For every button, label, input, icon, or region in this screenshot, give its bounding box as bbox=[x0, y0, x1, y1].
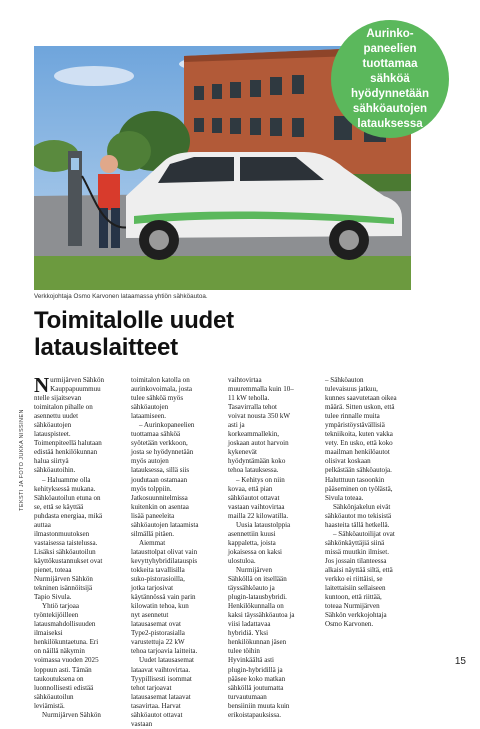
paragraph: Uudet latausasemat lataavat vaihtovirtaa. Tyypillisesti isommat tehot tarjoavat latausasemat lataavat tasavirtaa. Harvat sähköautot ottavat vastaan bbox=[131, 656, 194, 728]
paragraph: Sähkönjakelun eivät sähköautot mo tekisistä haasteita tällä hetkellä. bbox=[325, 502, 392, 529]
paragraph: – Haluamme olla kehityksessä mukana. Sähköautoilun etuna on se, että se käyttää puhdasta energiaa, mikä auttaa ilmastonmuutoksen vastaisessa taistelussa. Lisäksi sähköautoilun käyttökustannukset ovat pienet, toteaa Nurmijärven Sähkön tekninen isännöitsijä Tapio Sivula. bbox=[34, 475, 103, 602]
byline bbox=[16, 376, 28, 544]
article-column-1 bbox=[34, 373, 104, 720]
quote-badge bbox=[331, 20, 449, 138]
paragraph: toimitalon katolla on aurinkovoimala, josta tulee sähköä myös sähköautojen lataamiseen. bbox=[131, 376, 193, 421]
paragraph: – Sähköauton tulevaisuus jatkuu, kunnes saavutetaan oikea määrä. Sitten uskon, että tulee rinnalle muita ympäristöystävällisiä tekniikoita, kuten vakka vety. En usko, että koko maailman henkilöautot olisivat koskaan pelkästään sähköautoja. Halutttuun tasoonkin pääseminen on työlästä, Sivula toteaa. bbox=[325, 376, 397, 502]
paragraph: Nurmijärven Sähkön bbox=[42, 710, 101, 719]
paragraph: Yhtiö tarjoaa työntekijöilleen latausmahdollisuuden ilmaiseksi henkilökuntaetuna. Eri on näillä näkymin voimassa vuoden 2025 loppuun asti. Tämän taukoutuksena on luonnollisesti edistää sähköautoilun leviämistä. bbox=[34, 602, 99, 710]
paragraph: Aiemmat latausttolpat olivat vain kevyttyhybridilatauspistokkeita tavallisilla suko-pistorasioilla, jotka tarjosivat käytännössä vain parin kilowatin tehoa, kun nyt asennetut latausasemat ovat Type2-pistorasialla varustettuja 22 kW tehoa tarjoavia laitteita. bbox=[131, 538, 198, 656]
article-column-2 bbox=[131, 376, 199, 729]
paragraph: – Kehitys on niin kovaa, että pian sähköautot ottavat vastaan vaihtovirtaa mailla 22 kilowatilla. bbox=[228, 475, 289, 520]
photo-caption: Verkkojohtaja Osmo Karvonen lataamassa yhtiön sähköautoa. bbox=[34, 293, 208, 300]
article-title: Toimitalolle uudet latauslaitteet bbox=[34, 307, 234, 361]
paragraph: Nurmijärven Sähköllä on itsellään täyssähköauto ja plugin-latausbybridi. Henkilökunnalla on kaksi täyssähköautoa ja viisi ladattavaa hybridiä. Yksi henkilökunnan jäsen tulee töihin Hyvinkäältä asti plugin-hybridillä ja pääsee koko matkan sähköllä joutumatta turvautumaan bensiiniin muuta kuin erikoistapauksissa. bbox=[228, 565, 295, 719]
drop-cap: N bbox=[34, 373, 50, 397]
badge-text: Aurinko-paneelien tuottamaa sähköä hyödynnetään sähköautojen latauksessa bbox=[351, 27, 429, 130]
paragraph: Nurmijärven Sähkön Kauppapuummuuntelle sijaitsevan toimitalon pihalle on asennettu uudet sähköautojen latauspisteet. Toimenpiteellä halutaan edistää henkilökunnan halua siirtyä sähköautoihin. bbox=[34, 373, 104, 475]
paragraph: Uusia lataustolppia asennettiin kuusi kappaletta, joista jokaisessa on kaksi ulostuloa. bbox=[228, 520, 291, 565]
paragraph: vaihtovirtaa muuremmalla kuin 10–11 kW teholla. Tasavirralla tehot voivat nousta 350 kW asti ja korkeammallekin, joskaan autot harvoin kykenevät hyödyntämään koko tehoa latauksessa. bbox=[228, 376, 294, 475]
page-number: 15 bbox=[454, 656, 466, 667]
article-column-3 bbox=[228, 376, 296, 720]
paragraph: – Aurinkopaneelien tuottamaa sähköä syötetään verkkoon, josta se hyödynnetään myös autojen latauksessa, sillä siis joudutaan ostamaan myös tolppiin. Jatkosuunnitelmissa kuitenkin on asentaa lisää paneeleita sähköautojen lataamista silmällä pitäen. bbox=[131, 421, 199, 538]
byline-text: TEKSTI JA FOTO JUKKA NISSINEN bbox=[19, 409, 25, 511]
paragraph: – Sähköautoilijat ovat sähkönkäyttäjiä siinä missä muutkin ilmiset. Jos jossain tilanteessa alkaisi näyttää siltä, että verkko ei riittäisi, se laitettaisiin sellaiseen kuntoon, että riittää, toteaa Nurmijärven Sähkön verkkojohtaja Osmo Karvonen. bbox=[325, 529, 395, 629]
article-column-4 bbox=[325, 376, 397, 629]
